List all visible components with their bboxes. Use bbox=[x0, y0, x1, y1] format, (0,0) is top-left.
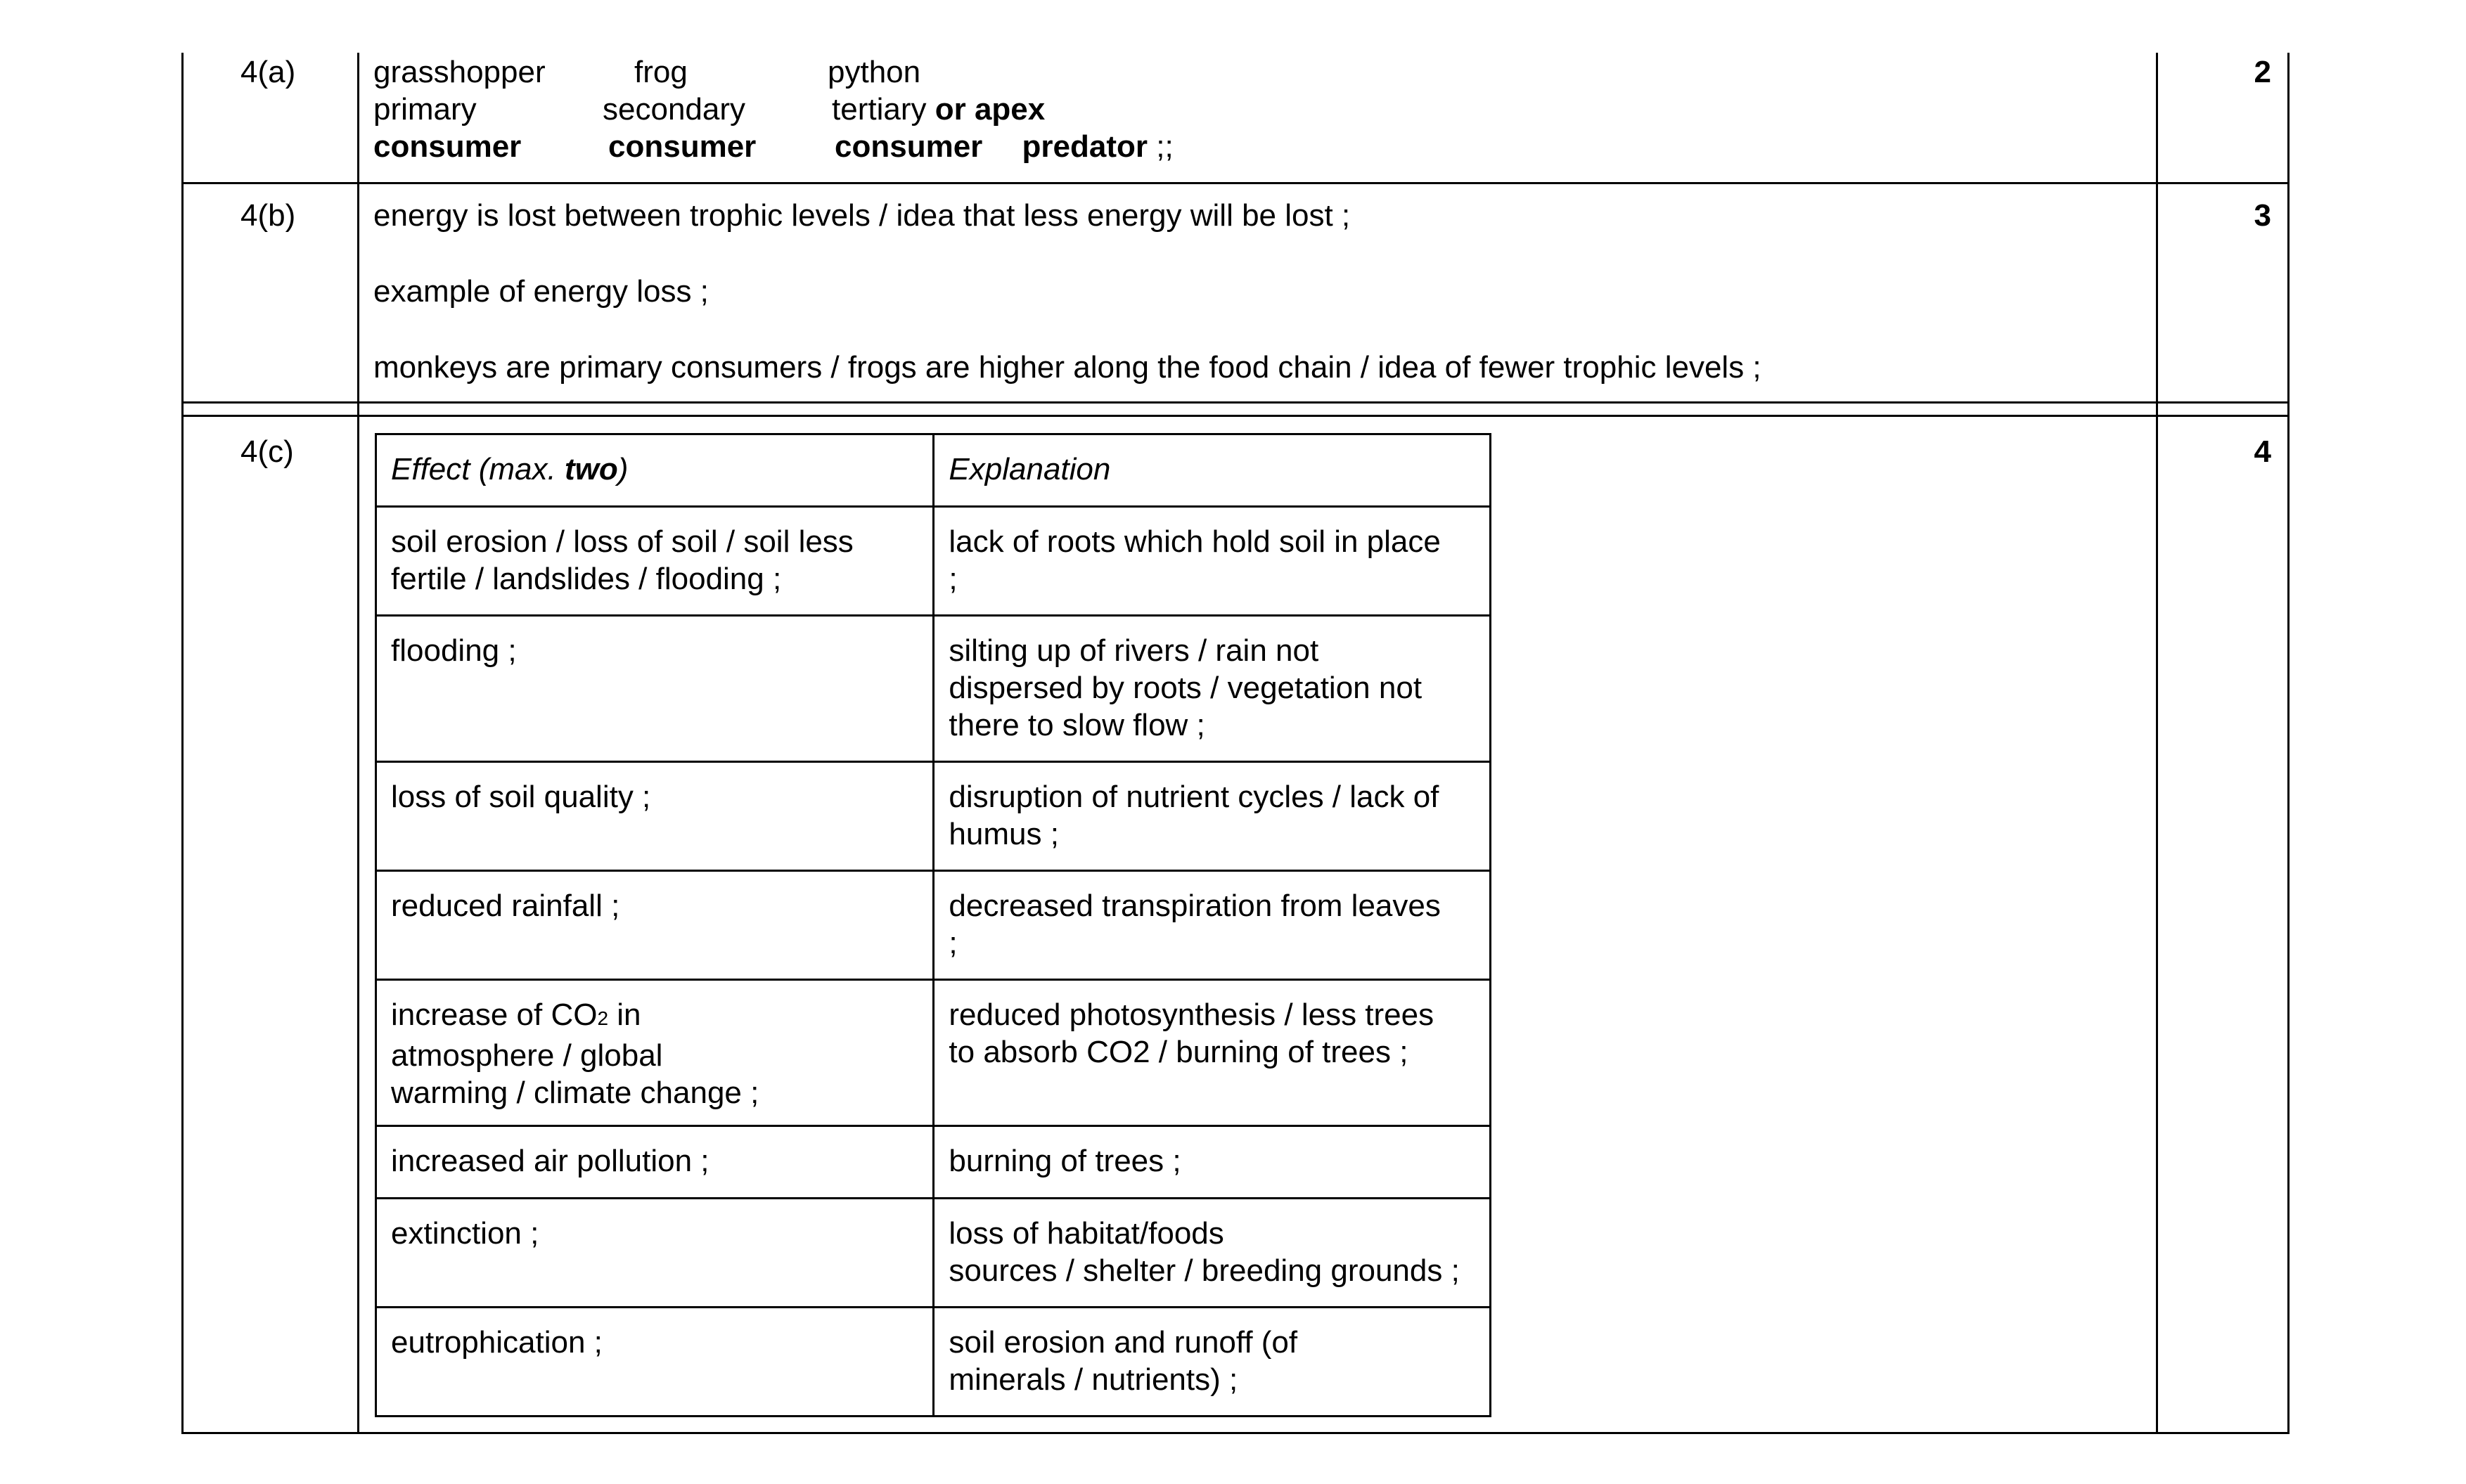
effect-line: soil erosion / loss of soil / soil less bbox=[391, 524, 854, 559]
explanation-line: burning of trees ; bbox=[949, 1144, 1181, 1178]
table-row bbox=[376, 871, 1491, 980]
effect-cell bbox=[376, 871, 934, 980]
table-row bbox=[376, 762, 1491, 871]
answer-point-1: energy is lost between trophic levels / idea that less energy will be lost ; bbox=[373, 198, 1351, 233]
marks-4a: 2 bbox=[2254, 55, 2271, 89]
consumer-label-2: consumer bbox=[608, 129, 757, 164]
marks-4c: 4 bbox=[2254, 434, 2271, 469]
explanation-cell bbox=[934, 616, 1491, 762]
level-3: tertiary bbox=[832, 92, 927, 127]
explanation-cell bbox=[934, 871, 1491, 980]
effect-line: extinction ; bbox=[391, 1216, 539, 1251]
co2-suffix: in bbox=[608, 998, 641, 1032]
effect-cell bbox=[376, 762, 934, 871]
row-divider-b-c-1 bbox=[181, 401, 2290, 404]
answer-terminator: ;; bbox=[1156, 129, 1174, 164]
co2-prefix: increase of CO bbox=[391, 998, 598, 1032]
left-border bbox=[181, 53, 184, 1434]
effect-cell bbox=[376, 980, 934, 1126]
explanation-line: humus ; bbox=[949, 817, 1059, 851]
effect-cell bbox=[376, 616, 934, 762]
predator-label: predator bbox=[1022, 129, 1148, 164]
table-row bbox=[376, 507, 1491, 616]
effect-line: atmosphere / global bbox=[391, 1038, 663, 1073]
header-effect-bold: two bbox=[564, 452, 618, 486]
bottom-border bbox=[181, 1432, 2290, 1434]
explanation-line: sources / shelter / breeding grounds ; bbox=[949, 1253, 1460, 1288]
table-header-row bbox=[376, 434, 1491, 507]
explanation-cell bbox=[934, 1308, 1491, 1417]
table-row bbox=[376, 616, 1491, 762]
explanation-cell bbox=[934, 980, 1491, 1126]
explanation-line: to absorb CO2 / burning of trees ; bbox=[949, 1035, 1408, 1069]
explanation-line: reduced photosynthesis / less trees bbox=[949, 998, 1434, 1032]
effect-line-co2 bbox=[391, 996, 918, 1037]
level-3-suffix: or apex bbox=[935, 92, 1046, 127]
explanation-line: minerals / nutrients) ; bbox=[949, 1362, 1238, 1397]
effect-line: increased air pollution ; bbox=[391, 1144, 709, 1178]
effect-cell bbox=[376, 1126, 934, 1199]
explanation-line: disruption of nutrient cycles / lack of bbox=[949, 780, 1439, 814]
header-effect-suffix: ) bbox=[617, 452, 629, 486]
effect-cell bbox=[376, 507, 934, 616]
co2-subscript: 2 bbox=[597, 1007, 609, 1029]
header-explanation: Explanation bbox=[934, 434, 1491, 507]
consumer-label-1: consumer bbox=[373, 129, 522, 164]
consumer-predator-line bbox=[828, 128, 1174, 165]
effect-line: eutrophication ; bbox=[391, 1325, 603, 1360]
explanation-line: soil erosion and runoff (of bbox=[949, 1325, 1298, 1360]
row-divider-b-c-2 bbox=[181, 415, 2290, 417]
explanation-line: loss of habitat/foods bbox=[949, 1216, 1224, 1251]
explanation-cell bbox=[934, 1126, 1491, 1199]
question-number-4b: 4(b) bbox=[240, 198, 296, 233]
explanation-line: silting up of rivers / rain not bbox=[949, 633, 1319, 668]
col-divider-1 bbox=[357, 53, 359, 1434]
consumer-label-3: consumer bbox=[835, 129, 983, 164]
question-number-4a: 4(a) bbox=[240, 55, 296, 89]
table-row bbox=[376, 1199, 1491, 1308]
explanation-line: ; bbox=[949, 926, 958, 960]
explanation-line: dispersed by roots / vegetation not bbox=[949, 671, 1423, 705]
effect-line: flooding ; bbox=[391, 633, 517, 668]
header-effect-prefix: Effect (max. bbox=[391, 452, 565, 486]
level-1: primary bbox=[373, 92, 477, 127]
marks-4b: 3 bbox=[2254, 198, 2271, 233]
answer-point-3: monkeys are primary consumers / frogs are higher along the food chain / idea of fewer trophic levels ; bbox=[373, 350, 1761, 385]
effect-cell bbox=[376, 1308, 934, 1417]
col-divider-2 bbox=[2156, 53, 2158, 1434]
explanation-line: ; bbox=[949, 562, 958, 596]
header-effect bbox=[376, 434, 934, 507]
explanation-line: there to slow flow ; bbox=[949, 708, 1205, 742]
answer-point-2: example of energy loss ; bbox=[373, 274, 709, 309]
explanation-cell bbox=[934, 507, 1491, 616]
food-chain-column-1 bbox=[373, 53, 546, 165]
table-row bbox=[376, 980, 1491, 1126]
organism-2: frog bbox=[634, 55, 688, 89]
food-chain-column-2 bbox=[603, 53, 756, 165]
explanation-cell bbox=[934, 762, 1491, 871]
question-number-4c: 4(c) bbox=[240, 434, 294, 469]
explanation-line: lack of roots which hold soil in place bbox=[949, 524, 1441, 559]
effect-line: warming / climate change ; bbox=[391, 1076, 759, 1110]
level-3-line bbox=[828, 91, 1174, 128]
effect-line: fertile / landslides / flooding ; bbox=[391, 562, 782, 596]
row-divider-a-b bbox=[181, 182, 2290, 184]
effect-cell bbox=[376, 1199, 934, 1308]
level-2: secondary bbox=[603, 92, 746, 127]
explanation-line: decreased transpiration from leaves bbox=[949, 889, 1441, 923]
explanation-cell bbox=[934, 1199, 1491, 1308]
organism-3: python bbox=[828, 55, 921, 89]
effects-table bbox=[375, 433, 1491, 1417]
organism-1: grasshopper bbox=[373, 55, 546, 89]
table-row bbox=[376, 1308, 1491, 1417]
table-row bbox=[376, 1126, 1491, 1199]
food-chain-column-3 bbox=[828, 53, 1174, 165]
effect-line: loss of soil quality ; bbox=[391, 780, 651, 814]
effect-line: reduced rainfall ; bbox=[391, 889, 620, 923]
right-border bbox=[2287, 53, 2290, 1434]
